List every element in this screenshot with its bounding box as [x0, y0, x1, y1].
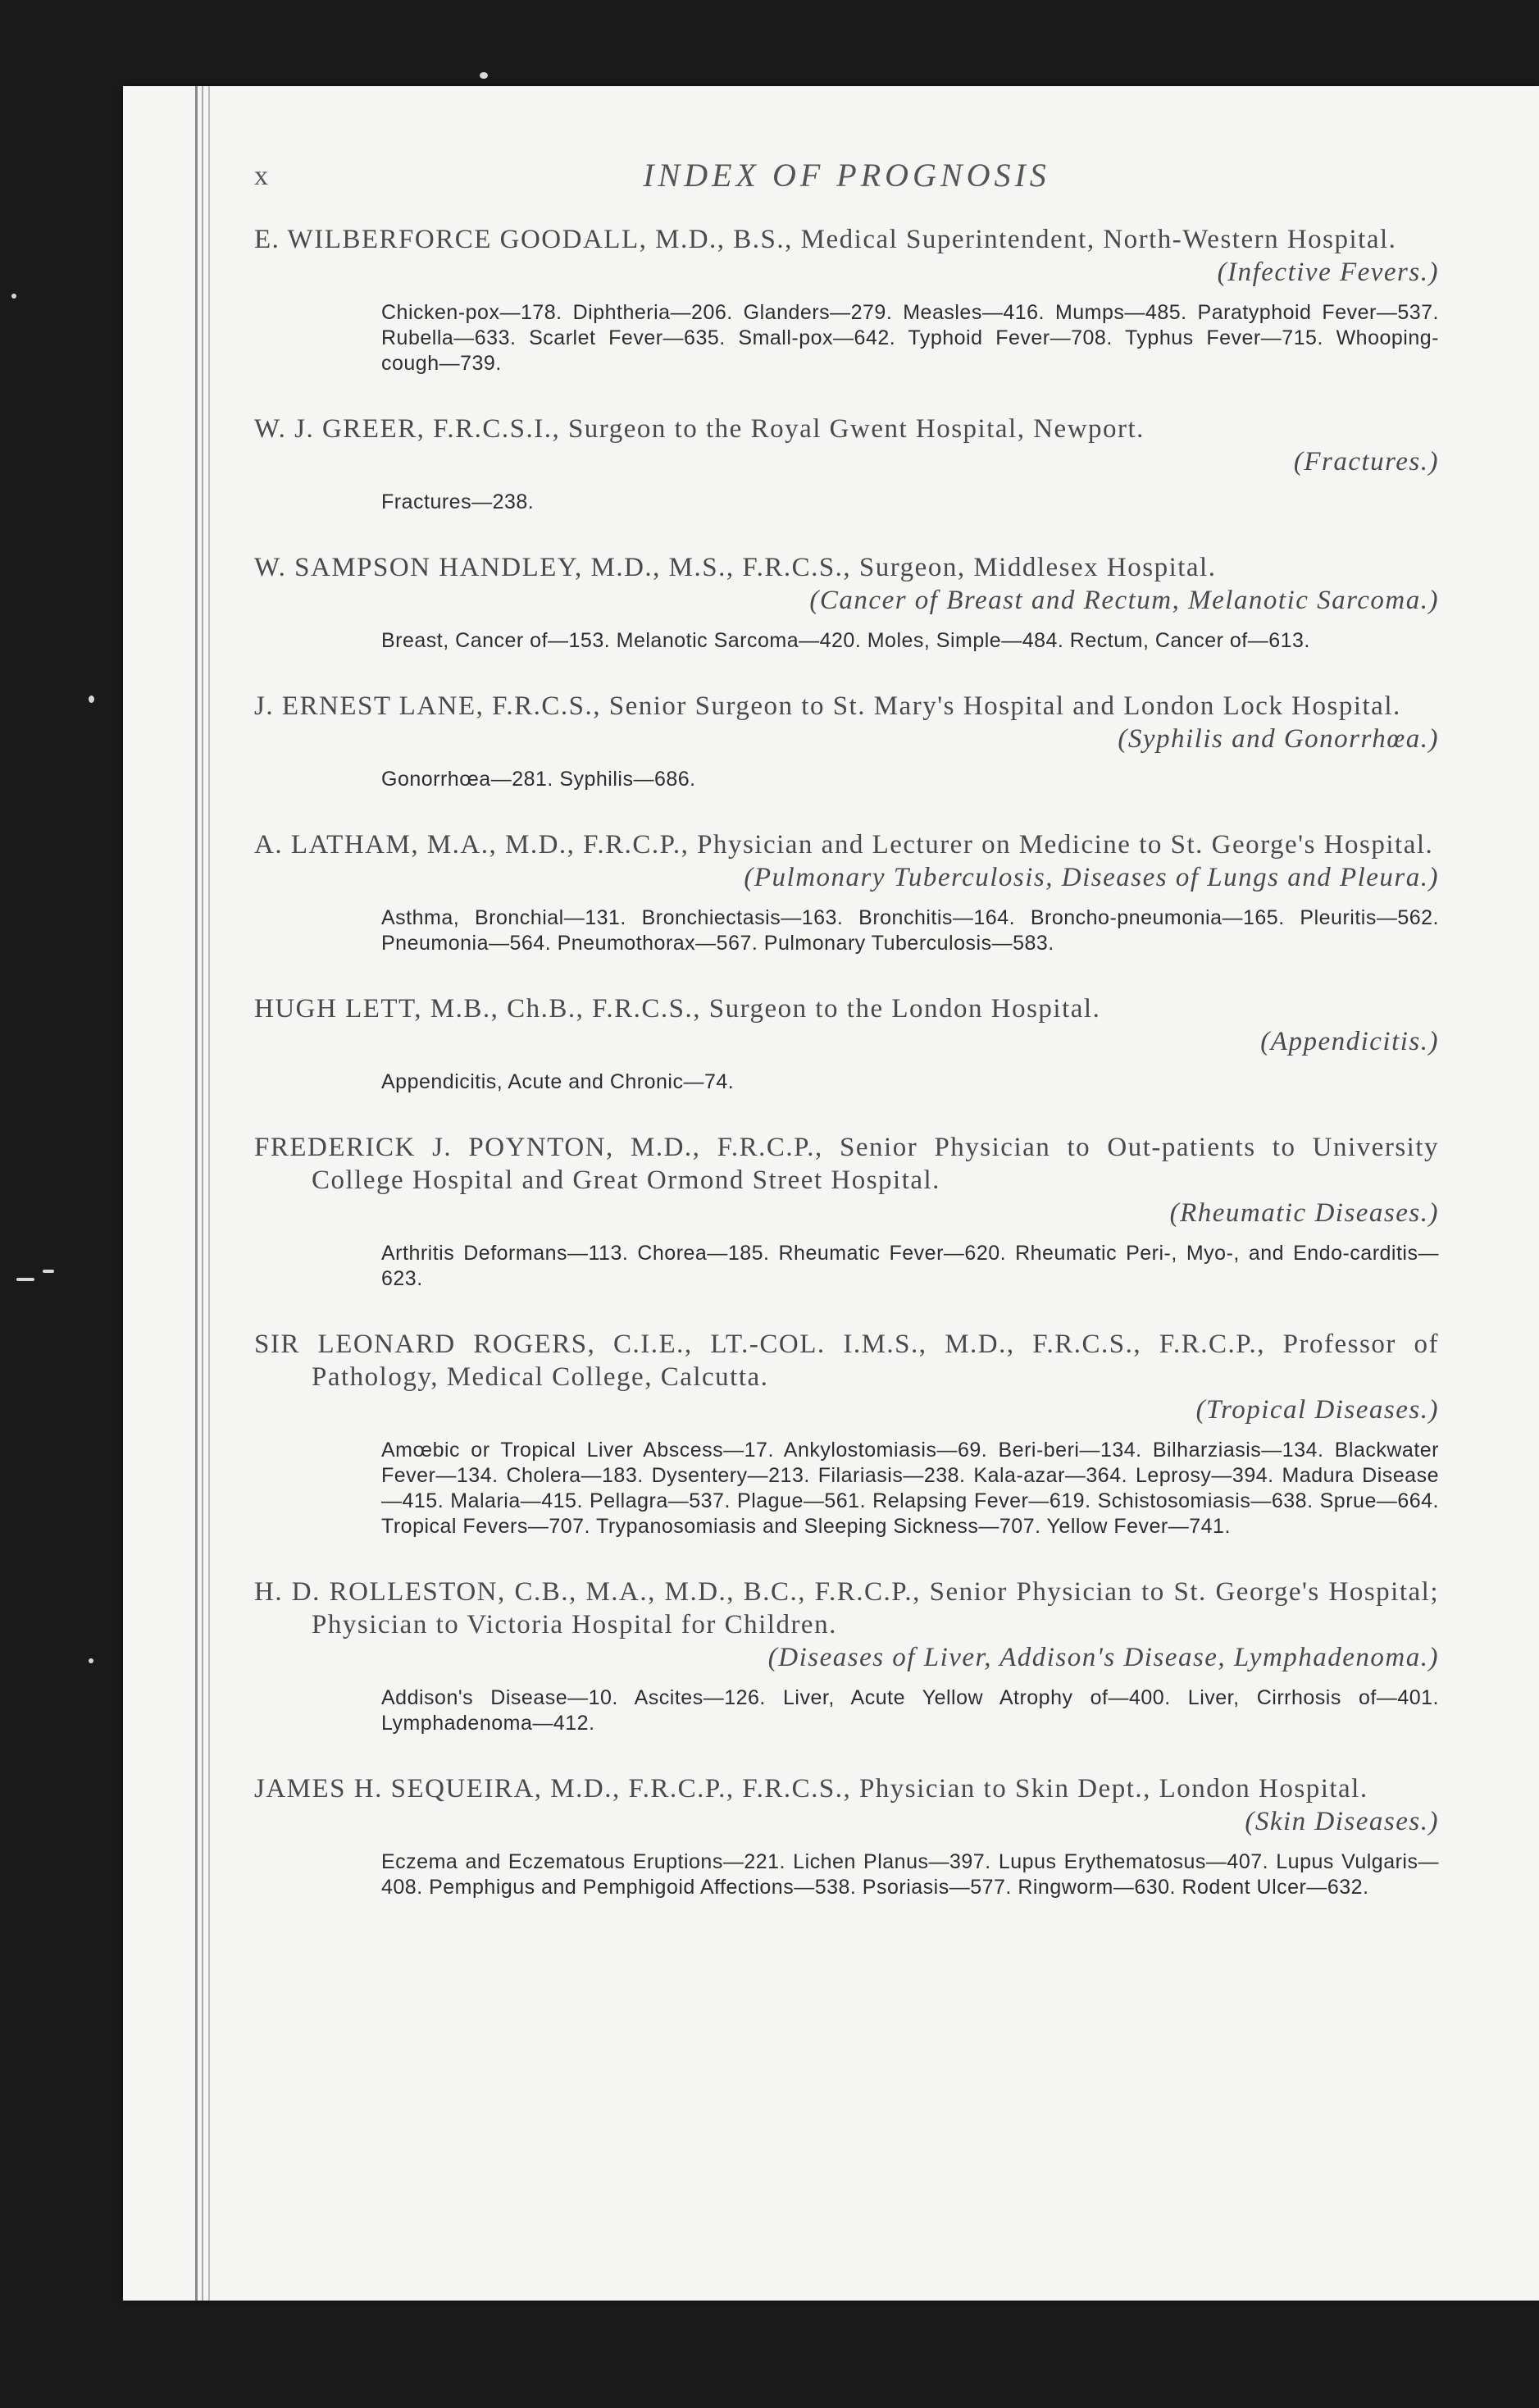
contributor-subject: (Pulmonary Tuberculosis, Diseases of Lungs and Pleura.)	[744, 863, 1439, 892]
topic-list: Breast, Cancer of—153. Melanotic Sarcoma—420. Moles, Simple—484. Rectum, Cancer of—613.	[381, 629, 1310, 652]
contributor-entry	[254, 690, 1439, 792]
contributor-entry	[254, 1131, 1439, 1292]
contributor-subject: (Diseases of Liver, Addison's Disease, Lymphadenoma.)	[767, 1643, 1439, 1672]
topic-list: Eczema and Eczematous Eruptions—221. Lichen Planus—397. Lupus Erythematosus—407. Lupus Vulgaris—408. Pemphigus and Pemphigoid Affections—538. Psoriasis—577. Ringworm—630. Rodent Ulcer—632.	[381, 1850, 1439, 1899]
topic-list: Chicken-pox—178. Diphtheria—206. Glanders—279. Measles—416. Mumps—485. Paratyphoid Fever—537. Rubella—633. Scarlet Fever—635. Small-pox—642. Typhoid Fever—708. Typhus Fever—715. Whooping-cough—739.	[381, 301, 1439, 375]
contributor-name: JAMES H. SEQUEIRA, M.D., F.R.C.P., F.R.C.S., Physician to Skin Dept., London Hospital.	[254, 1774, 1368, 1804]
page-edge-line	[208, 86, 210, 2301]
contributor-entry	[254, 1576, 1439, 1736]
contributor-entry	[254, 1328, 1439, 1539]
contributor-name: W. SAMPSON HANDLEY, M.D., M.S., F.R.C.S., Surgeon, Middlesex Hospital.	[254, 553, 1217, 582]
contributor-entry	[254, 828, 1439, 956]
contributor-name: HUGH LETT, M.B., Ch.B., F.R.C.S., Surgeon to the London Hospital.	[254, 994, 1101, 1024]
contributor-subject: (Appendicitis.)	[1260, 1027, 1439, 1056]
contributor-name: E. WILBERFORCE GOODALL, M.D., B.S., Medical Superintendent, North-Western Hospital.	[254, 225, 1397, 254]
contributor-subject: (Rheumatic Diseases.)	[1169, 1198, 1439, 1228]
page-edge-line	[195, 86, 198, 2301]
contributor-entry	[254, 1772, 1439, 1900]
contributor-name: H. D. ROLLESTON, C.B., M.A., M.D., B.C., F.R.C.P., Senior Physician to St. George's Hospital; Physician to Victoria Hospital for Children.	[254, 1577, 1439, 1640]
contributor-name: FREDERICK J. POYNTON, M.D., F.R.C.P., Senior Physician to Out-patients to University College Hospital and Great Ormond Street Hospital.	[254, 1133, 1439, 1195]
topic-list: Gonorrhœa—281. Syphilis—686.	[381, 768, 696, 791]
topic-list: Fractures—238.	[381, 490, 535, 513]
contributor-name: SIR LEONARD ROGERS, C.I.E., LT.-COL. I.M.S., M.D., F.R.C.S., F.R.C.P., Professor of Pathology, Medical College, Calcutta.	[254, 1329, 1439, 1392]
contributor-name: W. J. GREER, F.R.C.S.I., Surgeon to the Royal Gwent Hospital, Newport.	[254, 414, 1145, 444]
background-speck	[89, 1658, 93, 1663]
topic-list: Arthritis Deformans—113. Chorea—185. Rheumatic Fever—620. Rheumatic Peri-, Myo-, and Endo-carditis—623.	[381, 1242, 1439, 1290]
page-title: INDEX OF PROGNOSIS	[643, 157, 1050, 194]
topic-list: Appendicitis, Acute and Chronic—74.	[381, 1070, 735, 1093]
background-speck	[43, 1270, 54, 1273]
topic-list: Addison's Disease—10. Ascites—126. Liver, Acute Yellow Atrophy of—400. Liver, Cirrhosis of—401. Lymphadenoma—412.	[381, 1686, 1439, 1735]
running-head	[254, 156, 1439, 205]
contributor-subject: (Infective Fevers.)	[1217, 258, 1439, 287]
topic-list: Asthma, Bronchial—131. Bronchiectasis—163. Bronchitis—164. Broncho-pneumonia—165. Pleuritis—562. Pneumonia—564. Pneumothorax—567. Pulmonary Tuberculosis—583.	[381, 906, 1439, 955]
background-speck	[16, 1278, 34, 1281]
background-speck	[480, 72, 488, 79]
page-number: x	[254, 161, 268, 191]
contributor-name: J. ERNEST LANE, F.R.C.S., Senior Surgeon to St. Mary's Hospital and London Lock Hospital.	[254, 691, 1401, 721]
topic-list: Amœbic or Tropical Liver Abscess—17. Ankylostomiasis—69. Beri-beri—134. Bilharziasis—134. Blackwater Fever—134. Cholera—183. Dysentery—213. Filariasis—238. Kala-azar—364. Leprosy—394. Madura Disease—415. Malaria—415. Pellagra—537. Plague—561. Relapsing Fever—619. Schistosomiasis—638. Sprue—664. Tropical Fevers—707. Trypanosomiasis and Sleeping Sickness—707. Yellow Fever—741.	[381, 1439, 1439, 1538]
contributor-name: A. LATHAM, M.A., M.D., F.R.C.P., Physician and Lecturer on Medicine to St. George's Hospital.	[254, 830, 1434, 860]
contributor-subject: (Tropical Diseases.)	[1195, 1395, 1439, 1425]
contributor-subject: (Cancer of Breast and Rectum, Melanotic Sarcoma.)	[809, 586, 1439, 615]
page-edge-line	[202, 86, 203, 2301]
background-speck	[11, 294, 16, 299]
contributor-subject: (Syphilis and Gonorrhœa.)	[1118, 724, 1439, 754]
background-speck	[89, 695, 94, 703]
contributor-subject: (Skin Diseases.)	[1245, 1807, 1439, 1836]
contributor-entry	[254, 413, 1439, 515]
page-content	[254, 156, 1439, 1936]
contributor-entry	[254, 551, 1439, 654]
contributor-subject: (Fractures.)	[1293, 447, 1439, 477]
contributor-entry	[254, 223, 1439, 376]
contributor-entry	[254, 992, 1439, 1095]
